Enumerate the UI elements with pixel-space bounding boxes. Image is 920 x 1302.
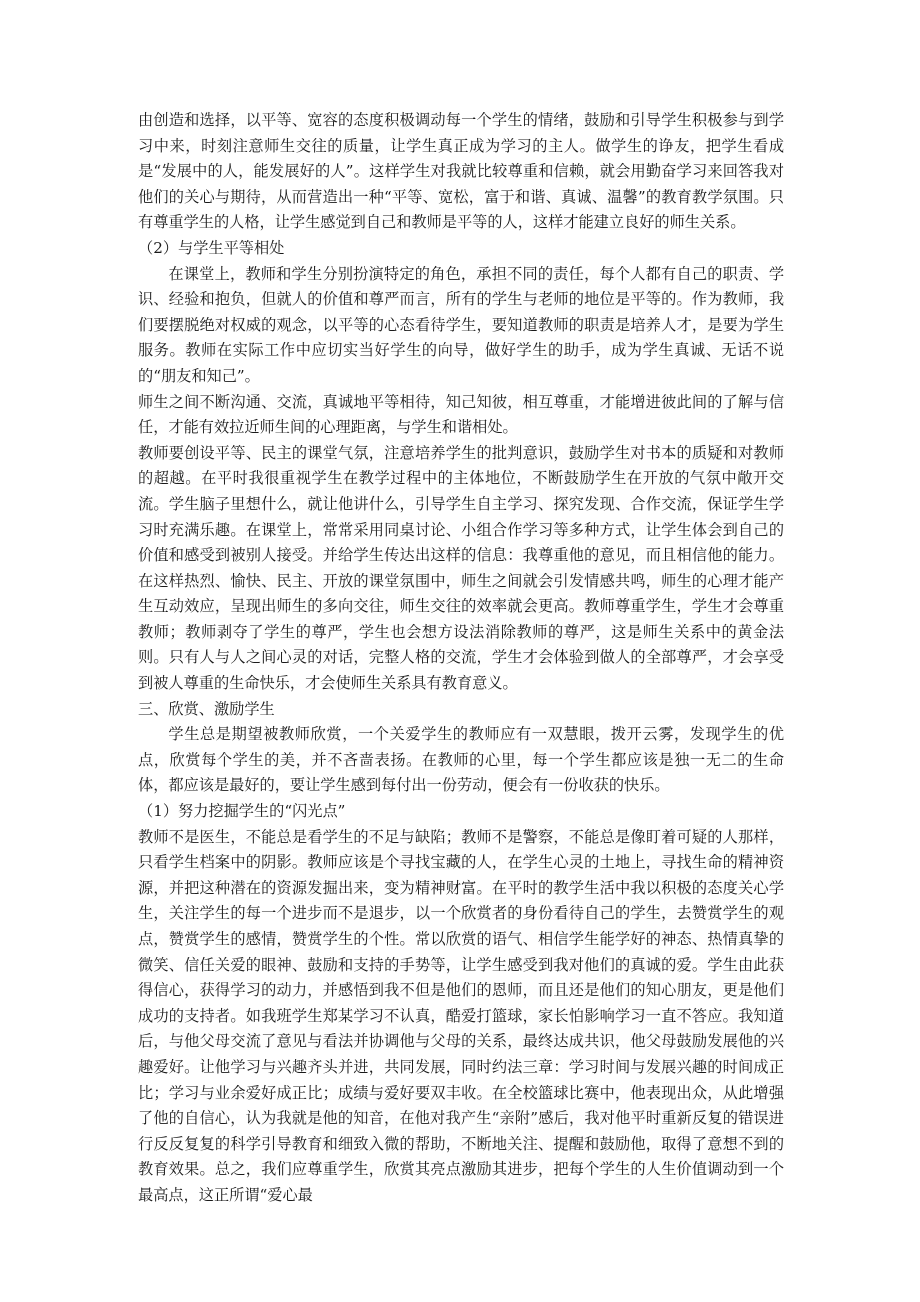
- heading-equal-treatment: （2）与学生平等相处: [138, 238, 285, 257]
- paragraph-treasure-seeker: 教师不是医生，不能总是看学生的不足与缺陷；教师不是警察，不能总是像盯着可疑的人那样，只看学生档案中的阴影。教师应该是个寻找宝藏的人，在学生心灵的土地上，寻找生命的精神资源，并把这种潜在的资源发掘出来，变为精神财富。在平时的教学生活中我以积极的态度关心学生，关注学生的每一个进步而不是退步，以一个欣赏者的身份看待自己的学生，去赞赏学生的观点，赞赏学生的感情，赞赏学生的个性。常以欣赏的语气、相信学生能学好的神态、热情真挚的微笑、信任关爱的眼神、鼓励和支持的手势等，让学生感受到我对他们的真诚的爱。学生由此获得信心，获得学习的动力，并感悟到我不但是他们的恩师，而且还是他们的知心朋友，更是他们成功的支持者。如我班学生郑某学习不认真，酷爱打篮球，家长怕影响学习一直不答应。我知道后，与他父母交流了意见与看法并协调他与父母的关系，最终达成共识，他父母鼓励发展他的兴趣爱好。让他学习与兴趣齐头并进，共同发展，同时约法三章：学习时间与发展兴趣的时间成正比；学习与业余爱好成正比；成绩与爱好要双丰收。在全校篮球比赛中，他表现出众，从此增强了他的自信心，认为我就是他的知音，在他对我产生“亲附”感后，我对他平时重新反复的错误进行反反复复的科学引导教育和细致入微的帮助，不断地关注、提醒和鼓励他，取得了意想不到的教育效果。总之，我们应尊重学生，欣赏其亮点激励其进步，把每个学生的人生价值调动到一个最高点，这正所谓“爱心最: [138, 827, 784, 1204]
- heading-bright-spots: （1）努力挖掘学生的“闪光点”: [138, 802, 346, 821]
- paragraph-democratic-classroom: 教师要创设平等、民主的课堂气氛，注意培养学生的批判意识，鼓励学生对书本的质疑和对教师的超越。在平时我很重视学生在教学过程中的主体地位，不断鼓励学生在开放的气氛中敞开交流。学生脑子里想什么，就让他讲什么，引导学生自主学习、探究发现、合作交流，保证学生学习时充满乐趣。在课堂上，常常采用同桌讨论、小组合作学习等多种方式，让学生体会到自己的价值和感受到被别人接受。并给学生传达出这样的信息：我尊重他的意见，而且相信他的能力。在这样热烈、愉快、民主、开放的课堂氛围中，师生之间就会引发情感共鸣，师生的心理才能产生互动效应，呈现出师生的多向交往，师生交往的效率就会更高。教师尊重学生，学生才会尊重教师；教师剥夺了学生的尊严，学生也会想方设法消除教师的尊严，这是师生关系中的黄金法则。只有人与人之间心灵的对话，完整人格的交流，学生才会体验到做人的全部尊严，才会享受到被人尊重的生命快乐，才会使师生关系具有教育意义。: [138, 443, 784, 693]
- paragraph-classroom-roles: 在课堂上，教师和学生分别扮演特定的角色，承担不同的责任，每个人都有自己的职责、学识、经验和抱负，但就人的价值和尊严而言，所有的学生与老师的地位是平等的。作为教师，我们要摆脱绝对权威的观念，以平等的心态看待学生，要知道教师的职责是培养人才，是要为学生服务。教师在实际工作中应切实当好学生的向导，做好学生的助手，成为学生真诚、无话不说的“朋友和知己”。: [138, 264, 784, 385]
- heading-appreciate-encourage: 三、欣赏、激励学生: [138, 699, 275, 718]
- document-page: [138, 108, 784, 1209]
- paragraph-communication: 师生之间不断沟通、交流，真诚地平等相待，知己知彼，相互尊重，才能增进彼此间的了解与信任，才能有效拉近师生间的心理距离，与学生和谐相处。: [138, 392, 784, 437]
- paragraph-appreciation: 学生总是期望被教师欣赏，一个关爱学生的教师应有一双慧眼，拨开云雾，发现学生的优点，欣赏每个学生的美，并不吝啬表扬。在教师的心里，每一个学生都应该是独一无二的生命体，都应该是最好的，要让学生感到每付出一份劳动，便会有一份收获的快乐。: [138, 725, 784, 795]
- paragraph-respect-personality: 由创造和选择，以平等、宽容的态度积极调动每一个学生的情绪，鼓励和引导学生积极参与到学习中来，时刻注意师生交往的质量，让学生真正成为学习的主人。做学生的诤友，把学生看成是“发展中的人，能发展好的人”。这样学生对我就比较尊重和信赖，就会用勤奋学习来回答我对他们的关心与期待，从而营造出一种“平等、宽松，富于和谐、真诚、温馨”的教育教学氛围。只有尊重学生的人格，让学生感觉到自己和教师是平等的人，这样才能建立良好的师生关系。: [138, 111, 784, 232]
